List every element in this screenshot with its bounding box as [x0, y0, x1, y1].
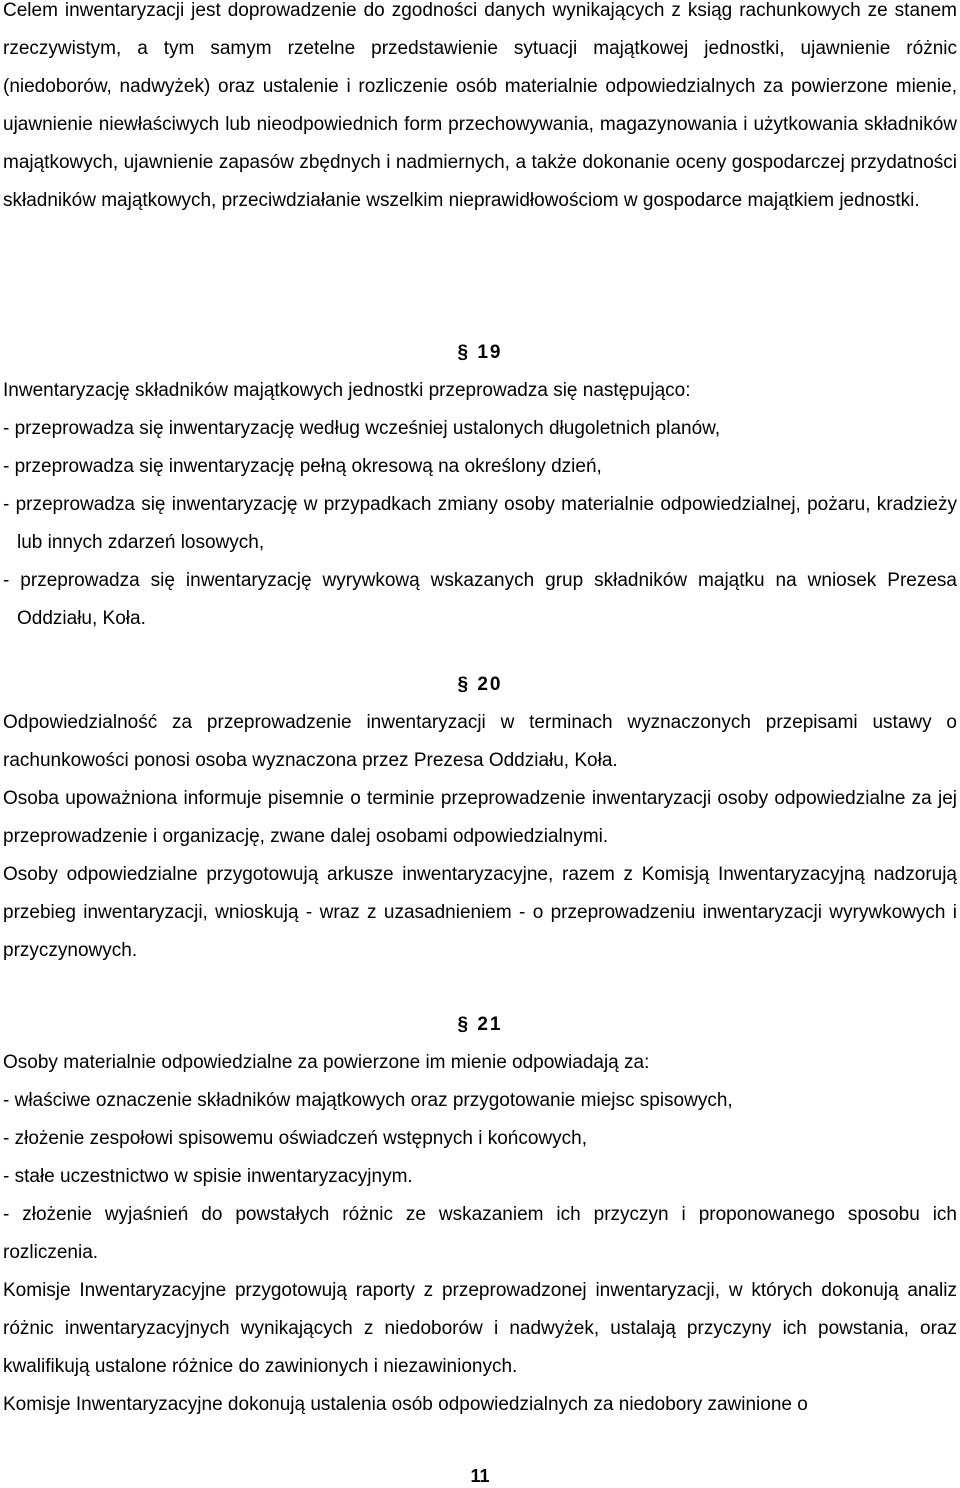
- section-19-item: - przeprowadza się inwentaryzację w przypadkach zmiany osoby materialnie odpowiedzialnej, pożaru, kradzieży lub innych zdarzeń losowych,: [3, 494, 957, 553]
- section-19-item: - przeprowadza się inwentaryzację według wcześniej ustalonych długoletnich planów,: [3, 418, 721, 439]
- section-21-item: - złożenie zespołowi spisowemu oświadczeń wstępnych i końcowych,: [3, 1128, 587, 1149]
- section-20-heading: § 20: [457, 674, 503, 695]
- section-21-lead: Osoby materialnie odpowiedzialne za powierzone im mienie odpowiadają za:: [3, 1052, 650, 1073]
- section-20-paragraph: Odpowiedzialność za przeprowadzenie inwentaryzacji w terminach wyznaczonych przepisami ustawy o rachunkowości ponosi osoba wyznaczona przez Prezesa Oddziału, Koła.: [3, 712, 957, 771]
- section-19-item: - przeprowadza się inwentaryzację wyrywkową wskazanych grup składników majątku na wniosek Prezesa Oddziału, Koła.: [3, 570, 957, 629]
- section-21-paragraph: Komisje Inwentaryzacyjne przygotowują raporty z przeprowadzonej inwentaryzacji, w których dokonują analiz różnic inwentaryzacyjnych wynikających z niedoborów i nadwyżek, ustalają przyczyny ich powstania, oraz kwalifikują ustalone różnice do zawinionych i niezawinionych.: [3, 1280, 957, 1377]
- section-19-heading: § 19: [457, 342, 503, 363]
- section-21-item: - złożenie wyjaśnień do powstałych różnic ze wskazaniem ich przyczyn i proponowanego sposobu ich rozliczenia.: [3, 1204, 957, 1263]
- section-20: [3, 666, 957, 970]
- section-19: [3, 334, 957, 638]
- section-19-lead: Inwentaryzację składników majątkowych jednostki przeprowadza się następująco:: [3, 380, 691, 401]
- section-21-paragraph: Komisje Inwentaryzacyjne dokonują ustalenia osób odpowiedzialnych za niedobory zawinione o: [3, 1394, 808, 1415]
- intro-section: [3, 0, 957, 220]
- section-19-item: - przeprowadza się inwentaryzację pełną okresową na określony dzień,: [3, 456, 602, 477]
- page-number: 11: [470, 1466, 490, 1486]
- section-20-paragraph: Osoby odpowiedzialne przygotowują arkusze inwentaryzacyjne, razem z Komisją Inwentaryzacyjną nadzorują przebieg inwentaryzacji, wnioskują - wraz z uzasadnieniem - o przeprowadzeniu inwentaryzacji wyrywkowych i przyczynowych.: [3, 864, 957, 961]
- section-20-paragraph: Osoba upoważniona informuje pisemnie o terminie przeprowadzenie inwentaryzacji osoby odpowiedzialne za jej przeprowadzenie i organizację, zwane dalej osobami odpowiedzialnymi.: [3, 788, 957, 847]
- section-21-item: - stałe uczestnictwo w spisie inwentaryzacyjnym.: [3, 1166, 413, 1187]
- section-21: [3, 1006, 957, 1424]
- section-21-heading: § 21: [457, 1014, 503, 1035]
- intro-paragraph: Celem inwentaryzacji jest doprowadzenie do zgodności danych wynikających z ksiąg rachunkowych ze stanem rzeczywistym, a tym samym rzetelne przedstawienie sytuacji majątkowej jednostki, ujawnienie różnic (niedoborów, nadwyżek) oraz ustalenie i rozliczenie osób materialnie odpowiedzialnych za powierzone mienie, ujawnienie niewłaściwych lub nieodpowiednich form przechowywania, magazynowania i użytkowania składników majątkowych, ujawnienie zapasów zbędnych i nadmiernych, a także dokonanie oceny gospodarczej przydatności składników majątkowych, przeciwdziałanie wszelkim nieprawidłowościom w gospodarce majątkiem jednostki.: [3, 0, 957, 211]
- section-21-item: - właściwe oznaczenie składników majątkowych oraz przygotowanie miejsc spisowych,: [3, 1090, 733, 1111]
